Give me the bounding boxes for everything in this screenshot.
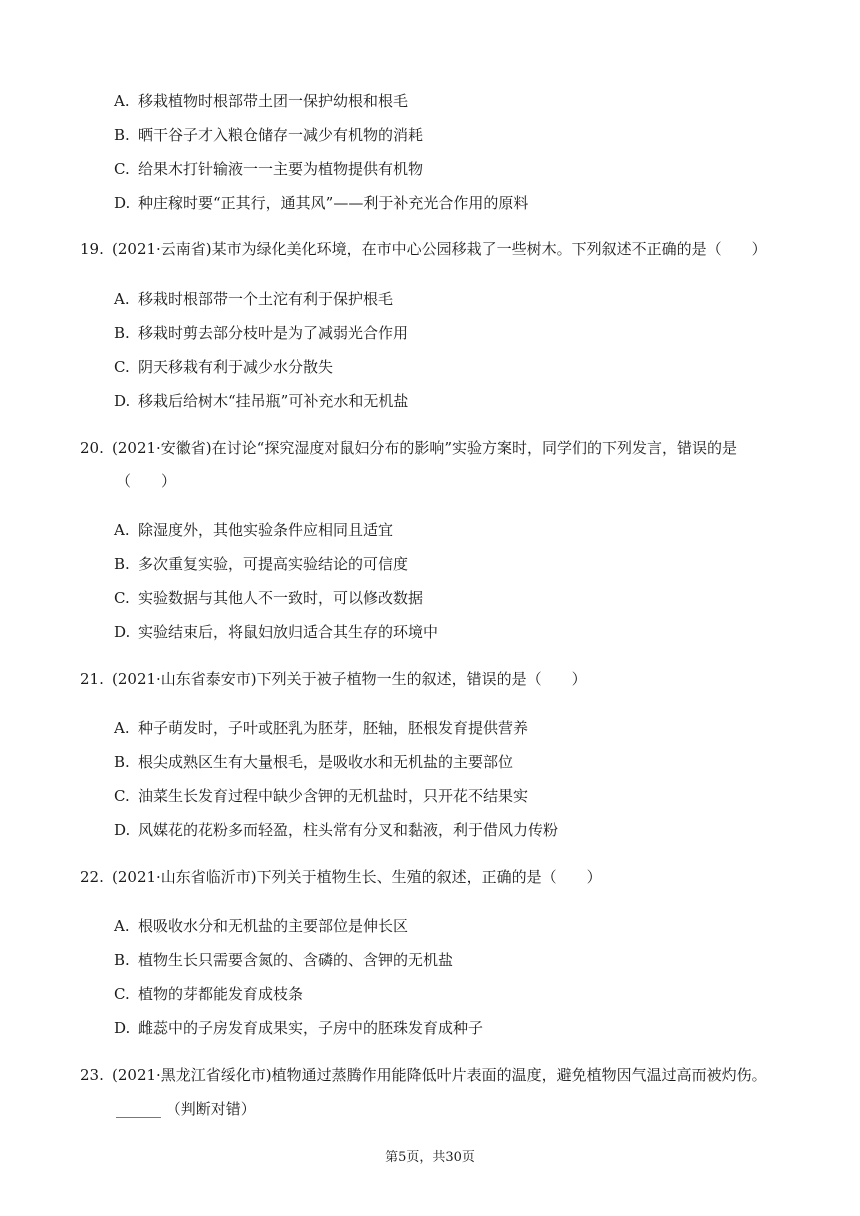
question-21-stem: 21. (2021·山东省泰安市)下列关于被子植物一生的叙述，错误的是（ ）	[80, 670, 587, 688]
option-c: C. 实验数据与其他人不一致时，可以修改数据	[114, 589, 424, 607]
option-a: A. 除湿度外，其他实验条件应相同且适宜	[114, 521, 394, 539]
question-19-stem: 19. (2021·云南省)某市为绿化美化环境，在市中心公园移栽了一些树木。下列叙述不正确的是（ ）	[80, 240, 767, 258]
question-20-stem: 20. (2021·安徽省)在讨论“探究湿度对鼠妇分布的影响”实验方案时，同学们的下列发言，错误的是	[80, 439, 737, 457]
option-c: C. 给果木打针输液一一主要为植物提供有机物	[114, 160, 424, 178]
option-d: D. 雌蕊中的子房发育成果实，子房中的胚珠发育成种子	[114, 1019, 484, 1037]
question-20-stem-cont: （ ）	[116, 472, 177, 490]
option-d: D. 风媒花的花粉多而轻盈，柱头常有分叉和黏液，利于借风力传粉	[114, 821, 559, 839]
option-b: B. 晒干谷子才入粮仓储存一减少有机物的消耗	[114, 126, 424, 144]
page-footer: 第5页，共30页	[385, 1150, 475, 1165]
question-22-stem: 22. (2021·山东省临沂市)下列关于植物生长、生殖的叙述，正确的是（ ）	[80, 868, 602, 886]
option-a: A. 根吸收水分和无机盐的主要部位是伸长区	[114, 917, 409, 935]
option-c: C. 阴天移栽有利于减少水分散失	[114, 358, 334, 376]
option-b: B. 多次重复实验，可提高实验结论的可信度	[114, 555, 409, 573]
option-a: A. 移栽时根部带一个土沱有利于保护根毛	[114, 290, 394, 308]
option-d: D. 实验结束后，将鼠妇放归适合其生存的环境中	[114, 623, 439, 641]
option-b: B. 移栽时剪去部分枝叶是为了减弱光合作用	[114, 324, 409, 342]
option-b: B. 植物生长只需要含氮的、含磷的、含钾的无机盐	[114, 951, 454, 969]
question-23-answer-blank: ______ （判断对错）	[116, 1100, 256, 1118]
option-d: D. 移栽后给树木“挂吊瓶”可补充水和无机盐	[114, 392, 409, 410]
option-c: C. 油菜生长发育过程中缺少含钾的无机盐时，只开花不结果实	[114, 787, 529, 805]
option-a: A. 移栽植物时根部带土团一保护幼根和根毛	[114, 92, 409, 110]
option-a: A. 种子萌发时，子叶或胚乳为胚芽，胚轴，胚根发育提供营养	[114, 719, 529, 737]
option-d: D. 种庄稼时要“正其行，通其风”——利于补充光合作用的原料	[114, 194, 529, 212]
option-b: B. 根尖成熟区生有大量根毛，是吸收水和无机盐的主要部位	[114, 753, 514, 771]
option-c: C. 植物的芽都能发育成枝条	[114, 985, 304, 1003]
question-23-stem: 23. (2021·黑龙江省绥化市)植物通过蒸腾作用能降低叶片表面的温度，避免植物因气温过高而被灼伤。	[80, 1066, 767, 1084]
